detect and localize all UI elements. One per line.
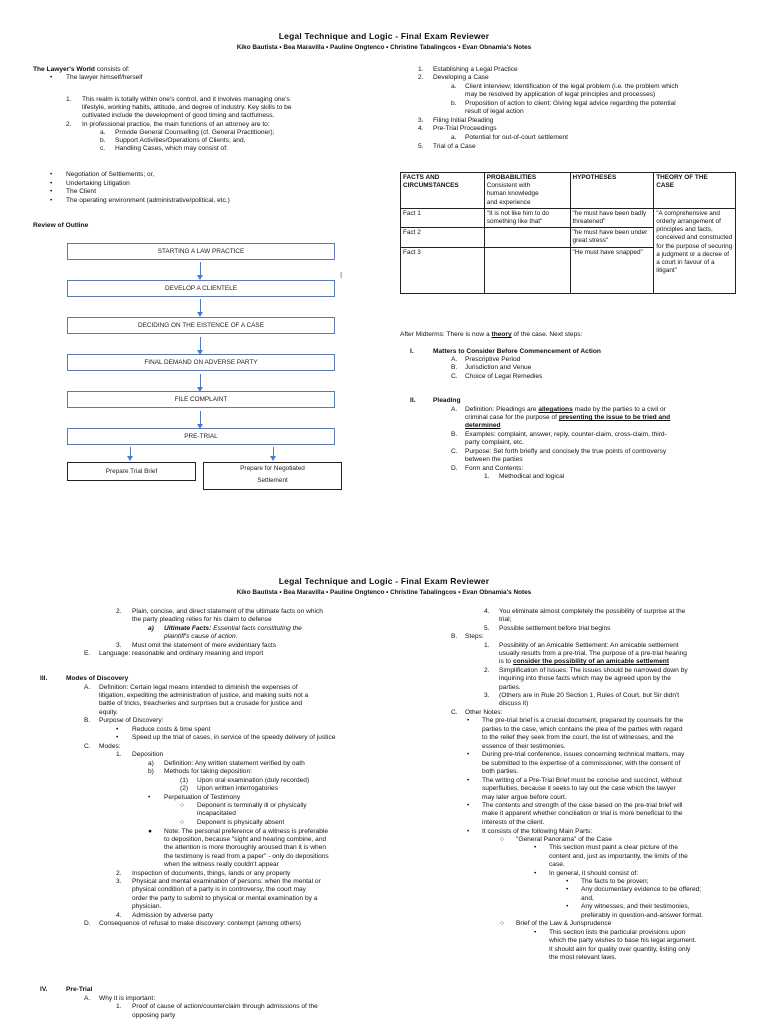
list-item: Definition: Pleadings are allegations made by the parties to a civil or xyxy=(465,406,666,413)
section-number: III. xyxy=(40,675,48,682)
list-item: • xyxy=(467,802,470,809)
list-item: (Others are in Rule 20 Section 1, Rules of Court, but Sir didn't xyxy=(499,692,680,699)
list-item: Other Notes: xyxy=(465,709,503,716)
section-number: IV. xyxy=(40,986,48,993)
list-item: ○ xyxy=(500,836,504,843)
list-number: C. xyxy=(451,709,458,716)
list-item: • xyxy=(467,751,470,758)
list-item: equity. xyxy=(99,709,118,716)
table-row xyxy=(401,208,736,227)
list-number: 2. xyxy=(116,870,122,877)
list-item: The lawyer himself/herself xyxy=(66,74,143,81)
document-page-2 xyxy=(0,512,768,1024)
list-number: a. xyxy=(100,129,106,136)
list-item: The writing of a Pre-Trial Brief must be concise and succinct, without xyxy=(482,777,682,784)
list-item: superfluities, because it seeks to lay out the case which the lawyer xyxy=(482,785,676,792)
list-item: Plain, concise, and direct statement of the ultimate facts on which xyxy=(132,608,323,615)
list-item: inquiring into those facts which may be agreed upon by the xyxy=(499,675,671,682)
list-item: • xyxy=(116,734,119,741)
table-cell: Fact 2 xyxy=(401,228,485,247)
list-number: 4. xyxy=(116,912,122,919)
list-item: discuss it) xyxy=(499,700,529,707)
list-item: It should aim for quality over quantity, listing only xyxy=(549,946,691,953)
list-item: This realm is totally within one's control, and it involves managing one's xyxy=(82,96,290,103)
list-item: Upon oral examination (duly recorded) xyxy=(197,777,310,784)
list-item: • xyxy=(566,903,569,910)
table-cell: "It is not like him to do something like that" xyxy=(484,208,570,227)
page-authors: Kiko Bautista • Bea Maravilla • Pauline Ongtenco • Christine Tabalingcos • Evan Obnamia's Notes xyxy=(236,44,532,51)
list-item: between the parties xyxy=(465,456,523,463)
list-item: Upon written interrogatories xyxy=(197,785,278,792)
list-number: D. xyxy=(451,465,458,472)
section-heading: Pre-Trial xyxy=(66,986,93,993)
list-item: Client interview; Identification of the legal problem (i.e. the problem which xyxy=(465,83,679,90)
list-item: case. xyxy=(549,861,565,868)
table-header-theory: THEORY OF THE CASE xyxy=(654,173,736,209)
flow-step-4: FINAL DEMAND ON ADVERSE PARTY xyxy=(67,354,335,371)
list-item: Prescriptive Period xyxy=(465,356,521,363)
list-number: A. xyxy=(451,356,458,363)
list-item: • xyxy=(566,878,569,885)
flow-step-trial-brief: Prepare Trial Brief xyxy=(67,462,196,481)
flow-step-1: STARTING A LAW PRACTICE xyxy=(67,243,335,260)
list-item: determined xyxy=(465,422,501,429)
list-number: 3. xyxy=(116,642,122,649)
flow-arrow xyxy=(200,299,201,313)
flow-arrow xyxy=(200,262,201,276)
list-item: litigation, expediting the administration of justice, and making suits not a xyxy=(99,692,309,699)
table-row xyxy=(401,173,736,209)
list-number: C. xyxy=(451,373,458,380)
list-number: 1. xyxy=(484,473,490,480)
list-item: Support Activities/Operations of Clients; and, xyxy=(115,137,246,144)
list-item: to the relief they seek from the court, the list of witnesses, and the xyxy=(482,734,674,741)
list-item: Brief of the Law & Jurisprudence xyxy=(516,920,612,927)
list-number: 2. xyxy=(418,74,424,81)
list-item: the attention is more thoroughly aroused than it is when xyxy=(164,844,327,851)
list-item: plaintiff's cause of action. xyxy=(164,633,238,640)
list-number: (1) xyxy=(180,777,189,784)
list-item: Purpose of Discovery: xyxy=(99,717,164,724)
list-item: The pre-trial brief is a crucial document, prepared by counsels for the xyxy=(482,717,684,724)
list-item: lifestyle, working habits, attitude, and degree of industry. Key skills to be xyxy=(82,104,292,111)
list-item: ○ xyxy=(180,819,184,826)
list-item: • xyxy=(534,844,537,851)
flow-step-2: DEVELOP A CLIENTELE xyxy=(67,280,335,297)
table-cell: "He must have snapped" xyxy=(570,247,654,293)
list-number: 2. xyxy=(66,121,72,128)
list-item: During pre-trial conference, issues concerning technical matters, may xyxy=(482,751,685,758)
list-item: Any witnesses, and their testimonies, xyxy=(581,903,690,910)
list-number: c. xyxy=(100,145,106,152)
theory-of-case-table xyxy=(400,172,736,294)
list-item: Modes: xyxy=(99,743,121,750)
list-item: Why it is important: xyxy=(99,995,156,1002)
list-item: • xyxy=(50,180,53,187)
flow-arrow xyxy=(200,374,201,388)
table-cell-theory: "A comprehensive and orderly arrangement of principles and facts, conceived and constructed for the purpose of securing a judgment or a decree of a court in favour of a litigant" xyxy=(654,208,736,293)
list-item: physician. xyxy=(132,903,162,910)
flow-step-5: FILE COMPLAINT xyxy=(67,391,335,408)
list-item: which the party wishes to base his legal argument. xyxy=(549,937,697,944)
list-number: B. xyxy=(84,717,91,724)
section-heading: Matters to Consider Before Commencement of Action xyxy=(433,348,601,355)
list-item: Reduce costs & time spent xyxy=(132,726,211,733)
list-item: party complaint, etc. xyxy=(465,439,525,446)
flow-arrow xyxy=(273,447,274,457)
section-heading: Modes of Discovery xyxy=(66,675,129,682)
list-item: • xyxy=(50,197,53,204)
list-item: trial; xyxy=(499,616,512,623)
list-item: make it apparent whether conciliation or trial is more beneficial to the xyxy=(482,810,683,817)
table-header-facts: FACTS AND CIRCUMSTANCES xyxy=(401,173,485,209)
list-item: Provide General Counselling (cf. General Practitioner); xyxy=(115,129,275,136)
list-item: Methodical and logical xyxy=(499,473,565,480)
list-number: b) xyxy=(148,768,154,775)
list-item: In professional practice, the main functions of an attorney are to: xyxy=(82,121,270,128)
page-title: Legal Technique and Logic - Final Exam Reviewer xyxy=(278,576,490,586)
list-item: content and, just as importantly, the limits of the xyxy=(549,853,688,860)
list-item: Steps: xyxy=(465,633,484,640)
list-item: • xyxy=(534,870,537,877)
page-title: Legal Technique and Logic - Final Exam Reviewer xyxy=(278,31,490,41)
list-item: Trial of a Case xyxy=(433,143,476,150)
list-item: Speed up the trial of cases, in service of the speedy delivery of justice xyxy=(132,734,336,741)
section-number: I. xyxy=(410,348,414,355)
list-item: Admission by adverse party xyxy=(132,912,213,919)
list-item: • xyxy=(50,171,53,178)
table-header-probabilities: PROBABILITIES Consistent with human knowledge and experience xyxy=(484,173,570,209)
flow-arrow xyxy=(130,447,131,457)
list-number: B. xyxy=(451,633,458,640)
list-item: ● xyxy=(148,828,152,835)
list-item: Purpose: Set forth briefly and concisely the true points of controversy xyxy=(465,448,667,455)
list-item: ○ xyxy=(500,920,504,927)
list-item: • xyxy=(148,794,151,801)
list-item: Negotiation of Settlements; or, xyxy=(66,171,155,178)
list-item: interests of the client. xyxy=(482,819,545,826)
list-item: Handling Cases, which may consist of: xyxy=(115,145,228,152)
list-item: The facts to be proven; xyxy=(581,878,649,885)
list-number: 5. xyxy=(418,143,424,150)
list-item: Inspection of documents, things, lands or any property xyxy=(132,870,291,877)
list-item: In general, it should consist of: xyxy=(549,870,639,877)
list-number: 1. xyxy=(66,96,72,103)
list-item: "General Panorama" of the Case xyxy=(516,836,612,843)
list-item: be submitted to the expertise of a commissioner, with the consent of xyxy=(482,760,681,767)
list-item: may be resolved by application of legal principles and processes) xyxy=(465,91,656,98)
flow-label: Settlement xyxy=(257,477,288,484)
table-cell: Fact 1 xyxy=(401,208,485,227)
list-number: B. xyxy=(451,364,458,371)
list-item: essence of their testimonies. xyxy=(482,743,566,750)
list-item: • xyxy=(50,74,53,81)
list-number: a. xyxy=(451,83,457,90)
list-item: Potential for out-of-court settlement xyxy=(465,134,568,141)
list-item: Choice of Legal Remedies xyxy=(465,373,543,380)
flow-step-6: PRE-TRIAL xyxy=(67,428,335,445)
list-number: 4. xyxy=(484,608,490,615)
list-number: a. xyxy=(451,134,457,141)
list-number: a) xyxy=(148,760,154,767)
list-item: You eliminate almost completely the possibility of surprise at the xyxy=(499,608,686,615)
table-cell: "he must have been under great stress" xyxy=(570,228,654,247)
list-number: B. xyxy=(451,431,458,438)
flow-arrow xyxy=(200,337,201,351)
lawyers-world-heading: The Lawyer's World consists of: xyxy=(33,66,130,73)
list-number: b. xyxy=(100,137,106,144)
table-cell xyxy=(484,247,570,293)
list-number: 3. xyxy=(418,117,424,124)
table-cell xyxy=(484,228,570,247)
list-item: Language: reasonable and ordinary meaning and import xyxy=(99,650,264,657)
table-header-hypotheses: HYPOTHESES xyxy=(570,173,654,209)
list-item: order the party to submit to physical or mental examination by a xyxy=(132,895,318,902)
list-number: A. xyxy=(84,995,91,1002)
flow-step-3: DECIDING ON THE EISTENCE OF A CASE xyxy=(67,317,335,334)
after-midterms-line: After Midterms: There is now a theory of the case. Next steps: xyxy=(400,331,583,338)
list-item: Deponent is terminally ill or physically xyxy=(197,802,307,809)
list-number: a) xyxy=(148,625,154,632)
list-item: Developing a Case xyxy=(433,74,489,81)
list-number: 1. xyxy=(484,642,490,649)
list-item: result of legal action xyxy=(465,108,524,115)
list-item: • xyxy=(467,717,470,724)
list-item: Consequence of refusal to make discovery: contempt (among others) xyxy=(99,920,301,927)
list-item: the most relevant laws. xyxy=(549,954,617,961)
list-number: 3. xyxy=(116,878,122,885)
list-item: Examples: complaint, answer, reply, counter-claim, cross-claim, third- xyxy=(465,431,667,438)
list-item: Perpetuation of Testimony xyxy=(164,794,241,801)
list-item: • xyxy=(467,828,470,835)
list-item: Proposition of action to client; Giving legal advice regarding the potential xyxy=(465,100,676,107)
list-item: usually results from a pre-trial. The purpose of a pre-trial hearing xyxy=(499,650,687,657)
list-number: 1. xyxy=(418,66,424,73)
list-item: may later argue before court. xyxy=(482,794,567,801)
list-item: Definition: Certain legal means intended to diminish the expenses of xyxy=(99,684,298,691)
list-item: It consists of the following Main Parts: xyxy=(482,828,593,835)
list-item: opposing party xyxy=(132,1012,176,1019)
list-number: 4. xyxy=(418,125,424,132)
list-item: Methods for taking deposition: xyxy=(164,768,252,775)
list-number: 1. xyxy=(116,1003,122,1010)
list-number: 3. xyxy=(484,692,490,699)
list-number: 2. xyxy=(116,608,122,615)
list-item: Filing Initial Pleading xyxy=(433,117,494,124)
list-item: This section lists the particular provisions upon xyxy=(549,929,686,936)
list-item: • xyxy=(467,777,470,784)
list-number: E. xyxy=(84,650,91,657)
list-item: Note: The personal preference of a witness is preferable xyxy=(164,828,329,835)
list-item: The Client xyxy=(66,188,97,195)
list-item: Simplification of Issues: The issues should be narrowed down by xyxy=(499,667,688,674)
list-item: This section must paint a clear picture of the xyxy=(549,844,679,851)
list-item: Physical and mental examination of persons: when the mental or xyxy=(132,878,321,885)
table-cell: Fact 3 xyxy=(401,247,485,293)
list-item: Deponent is physically absent xyxy=(197,819,285,826)
list-item: parties. xyxy=(499,684,521,691)
list-item: Definition: Any written statement verified by oath xyxy=(164,760,305,767)
flow-label: Prepare for Negotiated xyxy=(240,465,305,472)
list-item: Ultimate Facts: Essential facts constituting the xyxy=(164,625,302,632)
list-item: Deposition xyxy=(132,751,164,758)
list-number: C. xyxy=(451,448,458,455)
list-number: 2. xyxy=(484,667,490,674)
list-item: Undertaking Litigation xyxy=(66,180,130,187)
list-item: • xyxy=(566,886,569,893)
list-item: when the witness really couldn't appear xyxy=(164,861,279,868)
list-item: Establishing a Legal Practice xyxy=(433,66,518,73)
list-item: Possibility of an Amicable Settlement: An amicable settlement xyxy=(499,642,679,649)
page-authors: Kiko Bautista • Bea Maravilla • Pauline Ongtenco • Christine Tabalingcos • Evan Obnamia's Notes xyxy=(236,589,532,596)
list-item: the party pleading relies for his claim to defense xyxy=(132,616,272,623)
list-item: criminal case for the purpose of presenting the issue to be tried and xyxy=(465,414,671,421)
list-number: b. xyxy=(451,100,457,107)
list-item: to deposition, because "sight and hearing combine, and xyxy=(164,836,327,843)
list-item: the testimony is read from a paper" - only do depositions xyxy=(164,853,329,860)
list-number: (2) xyxy=(180,785,189,792)
list-item: Form and Contents: xyxy=(465,465,524,472)
list-item: Jurisdiction and Venue xyxy=(465,364,532,371)
list-number: 1. xyxy=(116,751,122,758)
list-number: A. xyxy=(84,684,91,691)
list-item: parties to the case, which contains the plea of the parties with regard xyxy=(482,726,683,733)
list-item: preferably in question-and-answer format. xyxy=(581,912,704,919)
list-item: is to consider the possibility of an amicable settlement xyxy=(499,658,670,665)
list-item: • xyxy=(534,929,537,936)
section-heading: Pleading xyxy=(433,397,461,404)
list-number: C. xyxy=(84,743,91,750)
text-cursor-mark: I xyxy=(340,271,343,280)
list-item: The operating environment (administrative/political, etc.) xyxy=(66,197,230,204)
section-number: II. xyxy=(410,397,416,404)
list-item: and, xyxy=(581,895,594,902)
list-item: The contents and strength of the case based on the pre-trial brief will xyxy=(482,802,683,809)
list-item: ○ xyxy=(180,802,184,809)
list-item: Any documentary evidence to be offered; xyxy=(581,886,702,893)
list-item: cultivated include the development of good timing and tactfulness. xyxy=(82,112,275,119)
list-item: Must omit the statement of mere evidentiary facts xyxy=(132,642,277,649)
list-item: battle of tricks, treacheries and surprises but a crusade for justice and xyxy=(99,700,303,707)
list-item: • xyxy=(50,188,53,195)
list-item: Proof of cause of action/counterclaim through admissions of the xyxy=(132,1003,318,1010)
list-item: Possible settlement before trial begins xyxy=(499,625,611,632)
list-item: Pre-Trial Proceedings xyxy=(433,125,497,132)
flow-arrow xyxy=(200,411,201,425)
list-number: A. xyxy=(451,406,458,413)
list-number: 5. xyxy=(484,625,490,632)
list-number: D. xyxy=(84,920,91,927)
list-item: physical condition of a party is in controversy, the court may xyxy=(132,886,306,893)
list-item: both parties. xyxy=(482,768,519,775)
table-cell: "he must have been badly threatened" xyxy=(570,208,654,227)
list-item: • xyxy=(116,726,119,733)
list-item: incapacitated xyxy=(197,810,236,817)
flow-step-negotiated-settlement xyxy=(203,462,342,490)
review-outline-heading: Review of Outline xyxy=(33,222,89,229)
